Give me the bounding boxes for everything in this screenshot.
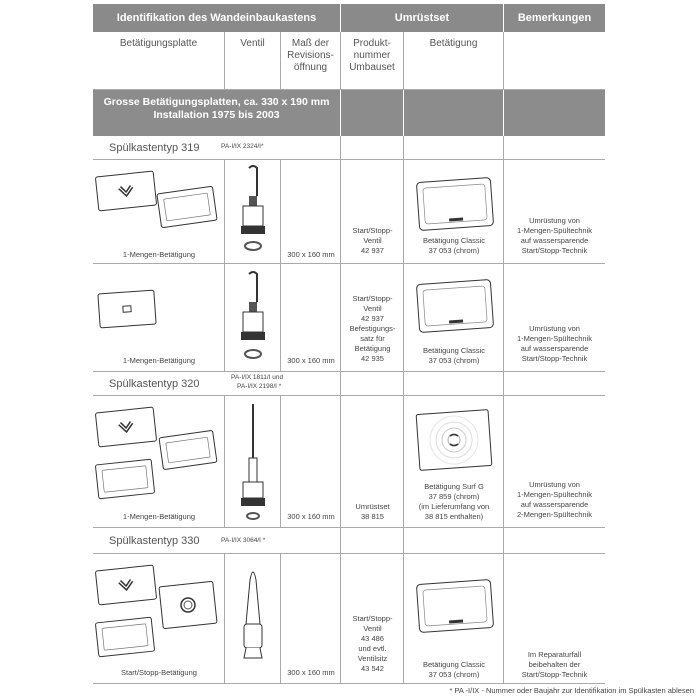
plate-label: 1-Mengen-Betätigung	[122, 250, 196, 259]
actuation-text: Betätigung Classic 37 053 (chrom)	[422, 236, 486, 255]
plate-illustration	[93, 284, 223, 344]
type-code: PA-I/IX 1811/I und	[231, 374, 284, 381]
plate-label: Start/Stopp-Betätigung	[121, 668, 197, 677]
product-number: Start/Stopp- Ventil 43 486 und evtl. Ventilsitz 43 542	[352, 614, 393, 673]
opening-size: 300 x 160 mm	[287, 668, 335, 677]
subheader-valve: Ventil	[225, 32, 281, 89]
valve-illustration	[225, 268, 281, 368]
subheader-product: Produkt-nummer Umbauset	[341, 32, 404, 89]
subheader-size: Maß der Revisions-öffnung	[281, 32, 341, 89]
table-header	[93, 4, 605, 32]
plate-label: 1-Mengen-Betätigung	[122, 512, 196, 521]
product-number: Start/Stopp- Ventil 42 937 Befestigungs- satz für Betätigung 42 935	[349, 294, 396, 363]
product-number: Umrüstset 38 815	[355, 502, 390, 521]
section-subtitle: Installation 1975 bis 2003	[153, 109, 280, 121]
opening-size: 300 x 160 mm	[287, 250, 335, 259]
plate-illustration	[93, 166, 223, 246]
actuation-text: Betätigung Surf G 37 859 (chrom) (im Lieferumfang von 38 815 enthalten)	[418, 482, 490, 521]
remark-text: Umrüstung von 1-Mengen-Spültechnik auf wassersparende 2-Mengen-Spültechnik	[516, 480, 593, 519]
type-name: Spülkastentyp 320	[109, 378, 200, 390]
type-name: Spülkastentyp 319	[109, 142, 200, 154]
type-name: Spülkastentyp 330	[109, 535, 200, 547]
header-identification: Identifikation des Wandeinbaukastens	[93, 4, 341, 32]
plate-illustration	[93, 404, 223, 504]
actuation-plate-illustration	[404, 574, 504, 638]
table-row	[93, 264, 605, 372]
remark-text: Umrüstung von 1-Mengen-Spültechnik auf wassersparende Start/Stopp-Technik	[516, 216, 593, 255]
type-code: PA-I/IX 2324/I*	[221, 143, 264, 150]
section-title: Grosse Betätigungsplatten, ca. 330 x 190 mm	[103, 96, 330, 108]
opening-size: 300 x 160 mm	[287, 512, 335, 521]
type-code: PA-I/IX 3064/I *	[221, 537, 266, 544]
remark-text: Im Reparaturfall beibehalten der Start/Stopp-Technik	[521, 650, 588, 679]
plate-illustration	[93, 562, 223, 662]
opening-size: 300 x 160 mm	[287, 356, 335, 365]
footnote: * PA -I/IX - Nummer oder Baujahr zur Identifikation im Spülkasten ablesen	[449, 686, 694, 695]
section-banner	[93, 90, 605, 136]
valve-illustration	[225, 162, 281, 262]
table-row	[93, 554, 605, 684]
header-remarks: Bemerkungen	[504, 4, 605, 32]
table-row	[93, 396, 605, 528]
type-row-320	[93, 372, 605, 396]
valve-illustration	[225, 400, 281, 530]
actuation-text: Betätigung Classic 37 053 (chrom)	[422, 660, 486, 679]
type-code: PA-I/IX 2198/I *	[237, 383, 282, 390]
actuation-plate-illustration	[404, 272, 504, 336]
subheader-actuation: Betätigung	[404, 32, 504, 89]
valve-illustration	[225, 562, 281, 672]
remark-text: Umrüstung von 1-Mengen-Spültechnik auf wassersparende Start/Stopp-Technik	[516, 324, 593, 363]
actuation-text: Betätigung Classic 37 053 (chrom)	[422, 346, 486, 365]
type-row-330	[93, 528, 605, 554]
subheader-plate: Betätigungsplatte	[93, 32, 225, 89]
actuation-plate-illustration	[404, 402, 504, 478]
product-number: Start/Stopp- Ventil 42 937	[352, 226, 393, 255]
type-row-319	[93, 136, 605, 160]
table-row	[93, 160, 605, 264]
header-conversion-set: Umrüstset	[341, 4, 504, 32]
plate-label: 1-Mengen-Betätigung	[122, 356, 196, 365]
table-subheader	[93, 32, 605, 90]
actuation-plate-illustration	[404, 170, 504, 234]
